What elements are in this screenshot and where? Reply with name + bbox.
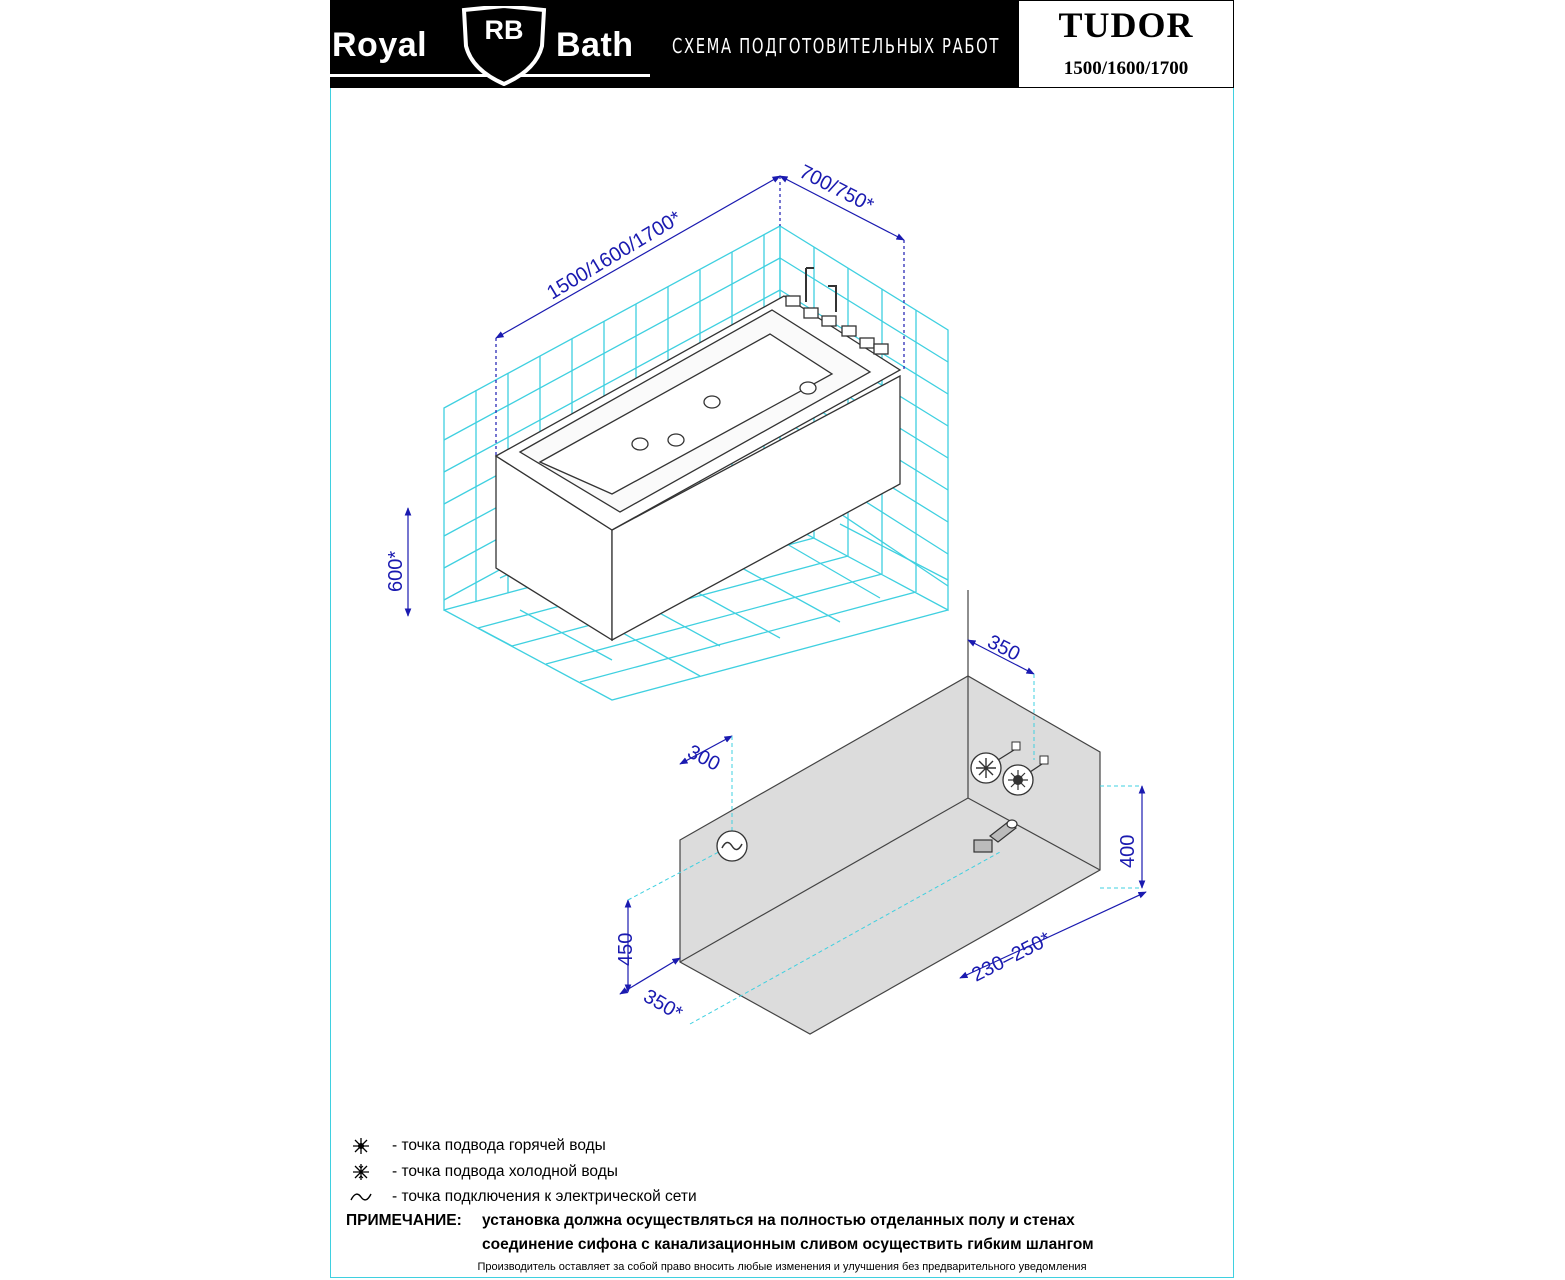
note-label: ПРИМЕЧАНИЕ: — [346, 1212, 462, 1229]
legend-hot-water-text: - точка подвода горячей воды — [392, 1137, 606, 1154]
document-title: СХЕМА ПОДГОТОВИТЕЛЬНЫХ РАБОТ — [672, 34, 1000, 58]
electric-socket-icon — [344, 1186, 378, 1208]
dim-drain-range-label: 230–250* — [968, 927, 1055, 987]
socket-symbol — [717, 831, 747, 861]
disclaimer: Производитель оставляет за собой право вносить любые изменения и улучшения без предварительного уведомления — [477, 1261, 1087, 1273]
brand-monogram: RB — [484, 15, 524, 45]
dim-water-offset-label: 350 — [983, 630, 1024, 666]
legend-cold-water-text: - точка подвода холодной воды — [392, 1163, 618, 1180]
legend-cold-water — [344, 1160, 618, 1184]
dim-socket-wall-label: 350* — [639, 985, 687, 1025]
brand-name-right: Bath — [556, 26, 634, 64]
model-sizes: 1500/1600/1700 — [1063, 58, 1189, 79]
legend-electric — [344, 1185, 697, 1209]
model-name: TUDOR — [1058, 5, 1194, 45]
dim-socket-offset-label: 300 — [683, 740, 724, 776]
installation-zone — [680, 590, 1100, 1034]
dim-width-label: 700/750* — [795, 160, 878, 217]
dim-length-label: 1500/1600/1700* — [543, 206, 686, 305]
dim-water-height-label: 400 — [1117, 834, 1139, 868]
brand-name-left: Royal — [332, 26, 428, 64]
dim-height-label: 600* — [385, 550, 407, 592]
legend-electric-text: - точка подключения к электрической сети — [392, 1188, 697, 1205]
dim-socket-height-label: 450 — [615, 932, 637, 966]
bathtub — [496, 268, 900, 640]
note-line-1: установка должна осуществляться на полностью отделанных полу и стенах — [482, 1212, 1075, 1229]
note-line-2: соединение сифона с канализационным сливом осуществить гибким шлангом — [482, 1236, 1094, 1253]
legend-hot-water — [344, 1134, 606, 1158]
cold-water-icon — [344, 1161, 378, 1183]
hot-water-icon — [344, 1135, 378, 1157]
